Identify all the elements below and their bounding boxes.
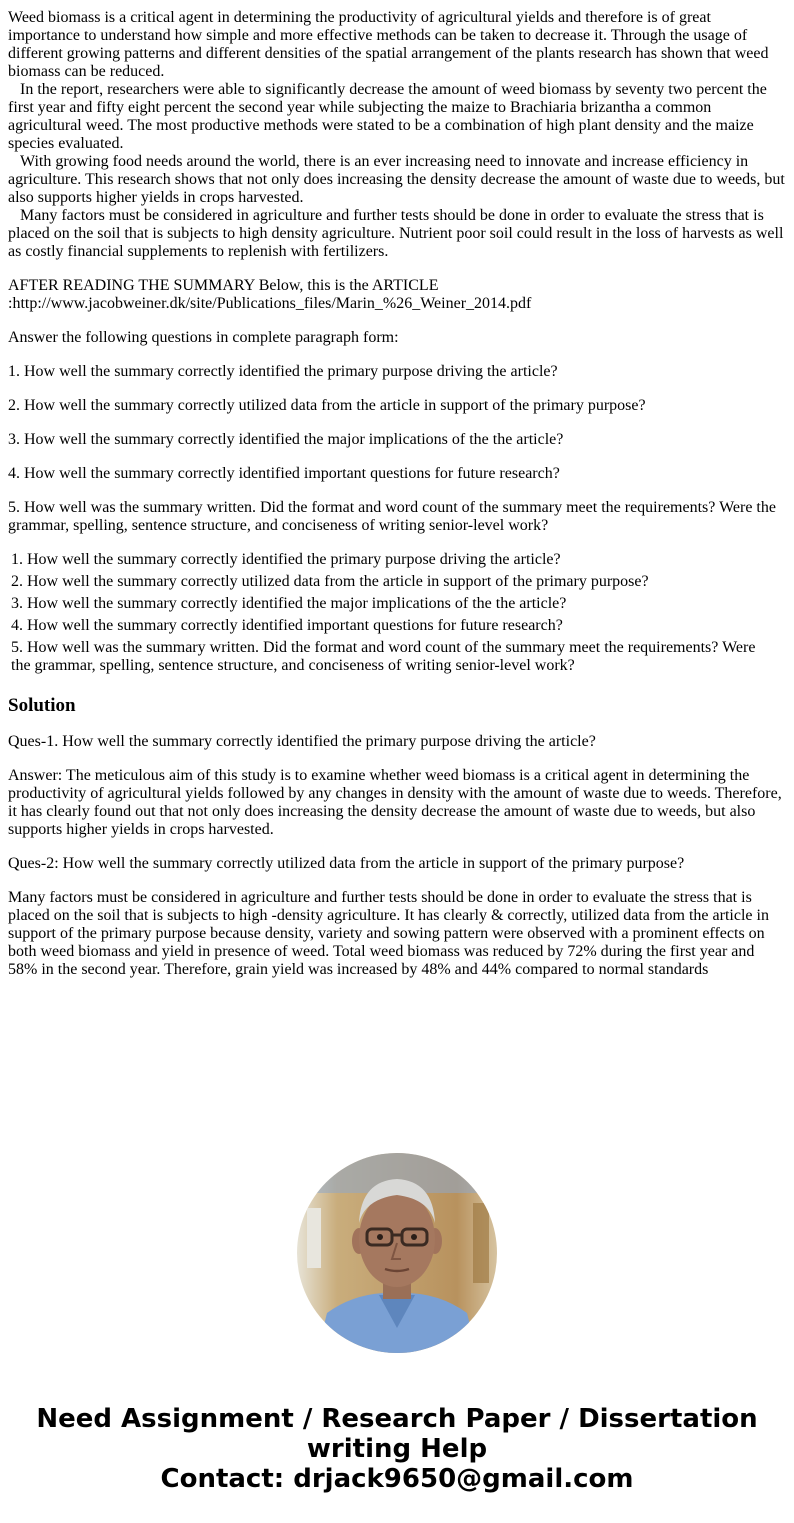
list-item: 5. How well was the summary written. Did the format and word count of the summary meet the requirements? Were the grammar, spelling, sentence structure, and conciseness of writing senior-level work?: [11, 639, 756, 674]
question-list: [8, 551, 786, 675]
list-item: 4. How well the summary correctly identified important questions for future research?: [11, 617, 563, 634]
summary-paragraph: With growing food needs around the world, there is an ever increasing need to innovate and increase efficiency in agriculture. This research shows that not only does increasing the density decrease the amount of waste due to weeds, but also supports higher yields in crops harvested.: [8, 153, 785, 206]
question-paragraph: 1. How well the summary correctly identified the primary purpose driving the article?: [8, 363, 558, 380]
solution-question-1: Ques-1. How well the summary correctly identified the primary purpose driving the article?: [8, 733, 596, 750]
summary-paragraph: Weed biomass is a critical agent in determining the productivity of agricultural yields and therefore is of great importance to understand how simple and more effective methods can be taken to decrease it. Through the usage of different growing patterns and different densities of the spatial arrangement of the plants research has shown that weed biomass can be reduced.: [8, 9, 769, 80]
instruction-text: Answer the following questions in complete paragraph form:: [8, 329, 399, 346]
solution-question-2: Ques-2: How well the summary correctly utilized data from the article in support of the primary purpose?: [8, 855, 685, 872]
list-item: 1. How well the summary correctly identified the primary purpose driving the article?: [11, 551, 561, 568]
contact-banner: [0, 1404, 794, 1494]
solution-heading: Solution: [8, 695, 76, 716]
question-paragraph: 3. How well the summary correctly identified the major implications of the the article?: [8, 431, 564, 448]
solution-answer-2: Many factors must be considered in agriculture and further tests should be done in order to evaluate the stress that is placed on the soil that is subjects to high -density agriculture. It has clearly & correctly, utilized data from the article in support of the primary purpose because density, variety and sowing pattern were observed with a prominent effects on both weed biomass and yield in presence of weed. Total weed biomass was reduced by 72% during the first year and 58% in the second year. Therefore, grain yield was increased by 48% and 44% compared to normal standards: [8, 889, 769, 978]
question-paragraph: 4. How well the summary correctly identified important questions for future research?: [8, 465, 560, 482]
question-paragraph: 5. How well was the summary written. Did the format and word count of the summary meet the requirements? Were the grammar, spelling, sentence structure, and conciseness of writing senior-level work?: [8, 499, 776, 534]
article-note: AFTER READING THE SUMMARY Below, this is the ARTICLE :http://www.jacobweiner.dk/site/Publications_files/Marin_%26_Weiner_2014.pdf: [8, 277, 532, 312]
cta-line: writing Help: [306, 1434, 488, 1464]
summary-paragraph: Many factors must be considered in agriculture and further tests should be done in order to evaluate the stress that is placed on the soil that is subjects to high density agriculture. Nutrient poor soil could result in the loss of harvests as well as costly financial supplements to replenish with fertilizers.: [8, 207, 784, 260]
avatar: [297, 1153, 497, 1353]
question-paragraph: 2. How well the summary correctly utilized data from the article in support of the primary purpose?: [8, 397, 646, 414]
cta-contact-line: Contact: drjack9650@gmail.com: [160, 1464, 634, 1494]
list-item: 2. How well the summary correctly utilized data from the article in support of the primary purpose?: [11, 573, 649, 590]
solution-answer-1: Answer: The meticulous aim of this study is to examine whether weed biomass is a critical agent in determining the productivity of agricultural yields followed by any changes in density with the amount of waste due to weeds. Therefore, it has clearly found out that not only does increasing the density decrease the amount of waste due to weeds, but also supports higher yields in crops harvested.: [8, 767, 782, 838]
cta-line: Need Assignment / Research Paper / Dissertation: [36, 1404, 758, 1434]
document-body: [8, 9, 786, 979]
portrait-photo-icon: [297, 1153, 497, 1353]
summary-paragraph: In the report, researchers were able to significantly decrease the amount of weed biomass by seventy two percent the first year and fifty eight percent the second year while subjecting the maize to Brachiaria brizantha a common agricultural weed. The most productive methods were stated to be a combination of high plant density and the maize species evaluated.: [8, 81, 767, 152]
summary-section: [8, 9, 786, 261]
list-item: 3. How well the summary correctly identified the major implications of the the article?: [11, 595, 567, 612]
